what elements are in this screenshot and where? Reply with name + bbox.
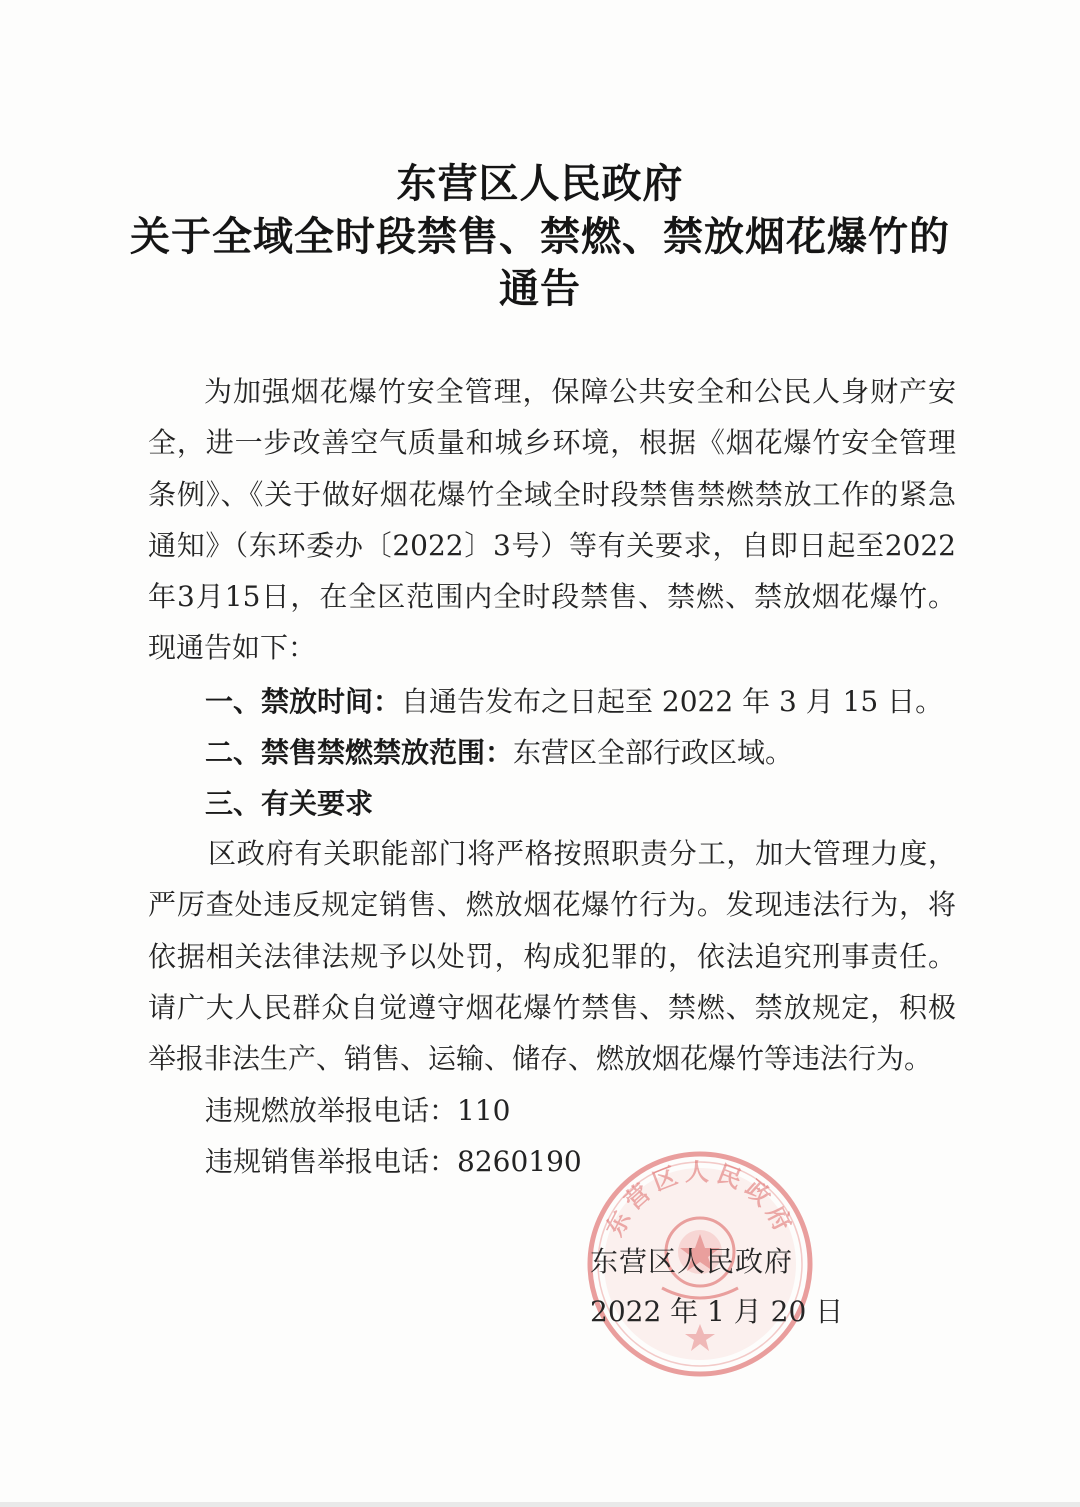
phone-selling-label: 违规销售举报电话：	[205, 1145, 458, 1178]
bottom-divider	[0, 1502, 1080, 1507]
item-ban-scope	[205, 727, 793, 778]
title-line-1: 东营区人民政府	[396, 161, 684, 207]
phone-selling-number: 8260190	[457, 1145, 582, 1178]
seal-text: 东营区人民政府	[600, 1158, 800, 1241]
phone-line-selling	[205, 1136, 582, 1187]
item-requirements-heading: 三、有关要求	[205, 787, 374, 820]
phone-burning-number: 110	[457, 1094, 511, 1127]
intro-paragraph: 为加强烟花爆竹安全管理，保障公共安全和公民人身财产安全，进一步改善空气质量和城乡环境，根据《烟花爆竹安全管理条例》、《关于做好烟花爆竹全域全时段禁售禁燃禁放工作的紧急通知》（东环委办〔2022〕3号）等有关要求，自即日起至2022年3月15日，在全区范围内全时段禁售、禁燃、禁放烟花爆竹。现通告如下：	[148, 375, 956, 665]
signature-date: 2022 年 1 月 20 日	[590, 1295, 844, 1328]
item-requirements	[205, 778, 373, 829]
item-ban-scope-heading: 二、禁售禁燃禁放范围：	[205, 736, 514, 769]
phone-burning-label: 违规燃放举报电话：	[205, 1094, 458, 1127]
item-ban-period	[205, 676, 943, 727]
item-ban-period-heading: 一、禁放时间：	[205, 685, 402, 718]
signature-organization: 东营区人民政府	[590, 1245, 794, 1278]
title-line-2: 关于全域全时段禁售、禁燃、禁放烟花爆竹的	[130, 214, 950, 260]
title-line-3: 通告	[499, 266, 581, 312]
requirements-paragraph: 区政府有关职能部门将严格按照职责分工，加大管理力度，严厉查处违反规定销售、燃放烟花爆竹行为。发现违法行为，将依据相关法律法规予以处罚，构成犯罪的，依法追究刑事责任。请广大人民群众自觉遵守烟花爆竹禁售、禁燃、禁放规定，积极举报非法生产、销售、运输、储存、燃放烟花爆竹等违法行为。	[148, 837, 956, 1076]
phone-line-burning	[205, 1085, 510, 1136]
item-ban-scope-text: 东营区全部行政区域。	[513, 736, 794, 769]
item-ban-period-text: 自通告发布之日起至 2022 年 3 月 15 日。	[401, 685, 944, 718]
